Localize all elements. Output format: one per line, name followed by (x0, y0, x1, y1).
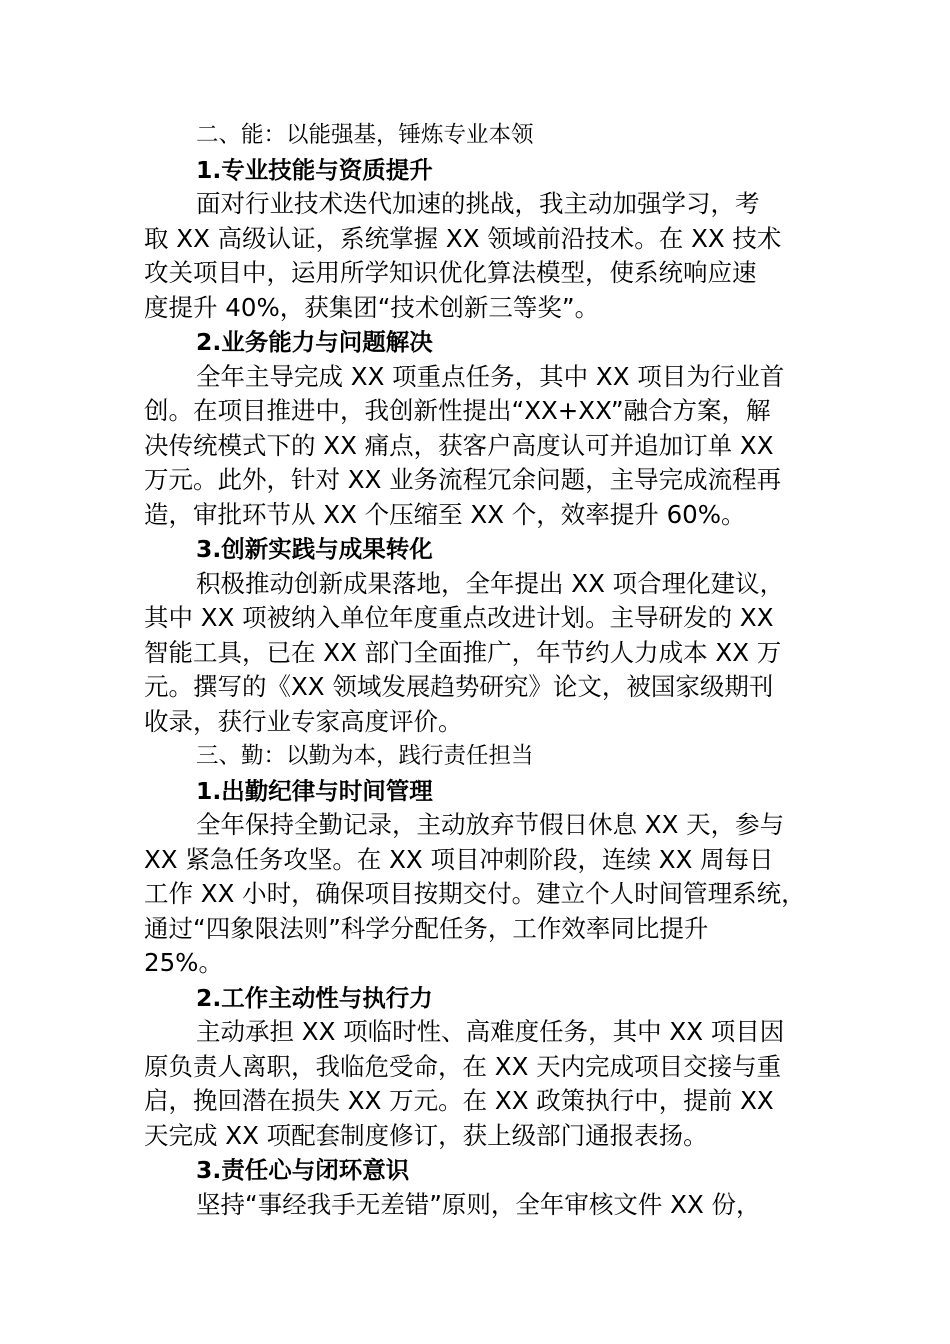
subsection-heading: 1.专业技能与资质提升 (196, 155, 433, 184)
paragraph-line: 度提升 40%，获集团“技术创新三等奖”。 (144, 292, 600, 322)
subsection-heading: 2.工作主动性与执行力 (196, 983, 433, 1012)
paragraph-line: 全年保持全勤记录，主动放弃节假日休息 XX 天，参与 (196, 810, 785, 839)
paragraph (144, 187, 834, 325)
paragraph-line: 其中 XX 项被纳入单位年度重点改进计划。主导研发的 XX (144, 603, 774, 632)
paragraph-line: 万元。此外，针对 XX 业务流程冗余问题，主导完成流程再 (144, 465, 782, 494)
paragraph-line: 坚持“事经我手无差错”原则，全年审核文件 XX 份， (196, 1189, 761, 1219)
section-heading: 二、能：以能强基，锤炼专业本领 (196, 122, 534, 148)
paragraph-line: 取 XX 高级认证，系统掌握 XX 领域前沿技术。在 XX 技术 (144, 223, 782, 253)
document-page (144, 118, 834, 1222)
paragraph (144, 1188, 834, 1223)
subsection-heading: 3.创新实践与成果转化 (196, 535, 433, 563)
paragraph-line: 造，审批环节从 XX 个压缩至 XX 个，效率提升 60%。 (144, 499, 746, 529)
paragraph-line: 元。撰写的《XX 领域发展趋势研究》论文，被国家级期刊 (144, 672, 774, 701)
subsection-heading: 1.出勤纪律与时间管理 (196, 776, 433, 805)
paragraph-line: 积极推动创新成果落地，全年提出 XX 项合理化建议， (196, 568, 785, 598)
paragraph-line: 攻关项目中，运用所学知识优化算法模型，使系统响应速 (144, 258, 757, 287)
paragraph (144, 1015, 834, 1153)
paragraph (144, 808, 834, 981)
section-heading: 三、勤：以勤为本，践行责任担当 (196, 743, 534, 769)
paragraph-line: 面对行业技术迭代加速的挑战，我主动加强学习，考 (196, 189, 760, 218)
paragraph-line: 原负责人离职，我临危受命，在 XX 天内完成项目交接与重 (144, 1051, 782, 1081)
subsection-heading: 2.业务能力与问题解决 (196, 328, 433, 356)
paragraph (144, 567, 834, 740)
paragraph-line: XX 紧急任务攻坚。在 XX 项目冲刺阶段，连续 XX 周每日 (144, 844, 774, 874)
paragraph-line: 通过“四象限法则”科学分配任务，工作效率同比提升 (144, 913, 709, 943)
paragraph-line: 主动承担 XX 项临时性、高难度任务，其中 XX 项目因 (196, 1017, 785, 1046)
paragraph-line: 全年主导完成 XX 项重点任务，其中 XX 项目为行业首 (196, 361, 785, 391)
paragraph-line: 收录，获行业专家高度评价。 (144, 706, 463, 736)
paragraph-line: 智能工具，已在 XX 部门全面推广，年节约人力成本 XX 万 (144, 637, 782, 667)
paragraph-line: 天完成 XX 项配套制度修订，获上级部门通报表扬。 (144, 1120, 708, 1150)
paragraph-line: 工作 XX 小时，确保项目按期交付。建立个人时间管理系统， (144, 879, 806, 908)
paragraph-line: 创。在项目推进中，我创新性提出“XX+XX”融合方案，解 (144, 396, 771, 425)
subsection-heading: 3.责任心与闭环意识 (196, 1156, 410, 1184)
paragraph (144, 360, 834, 533)
paragraph-line: 启，挽回潜在损失 XX 万元。在 XX 政策执行中，提前 XX (144, 1086, 774, 1115)
paragraph-line: 25%。 (144, 948, 223, 977)
paragraph-line: 决传统模式下的 XX 痛点，获客户高度认可并追加订单 XX (144, 430, 774, 460)
